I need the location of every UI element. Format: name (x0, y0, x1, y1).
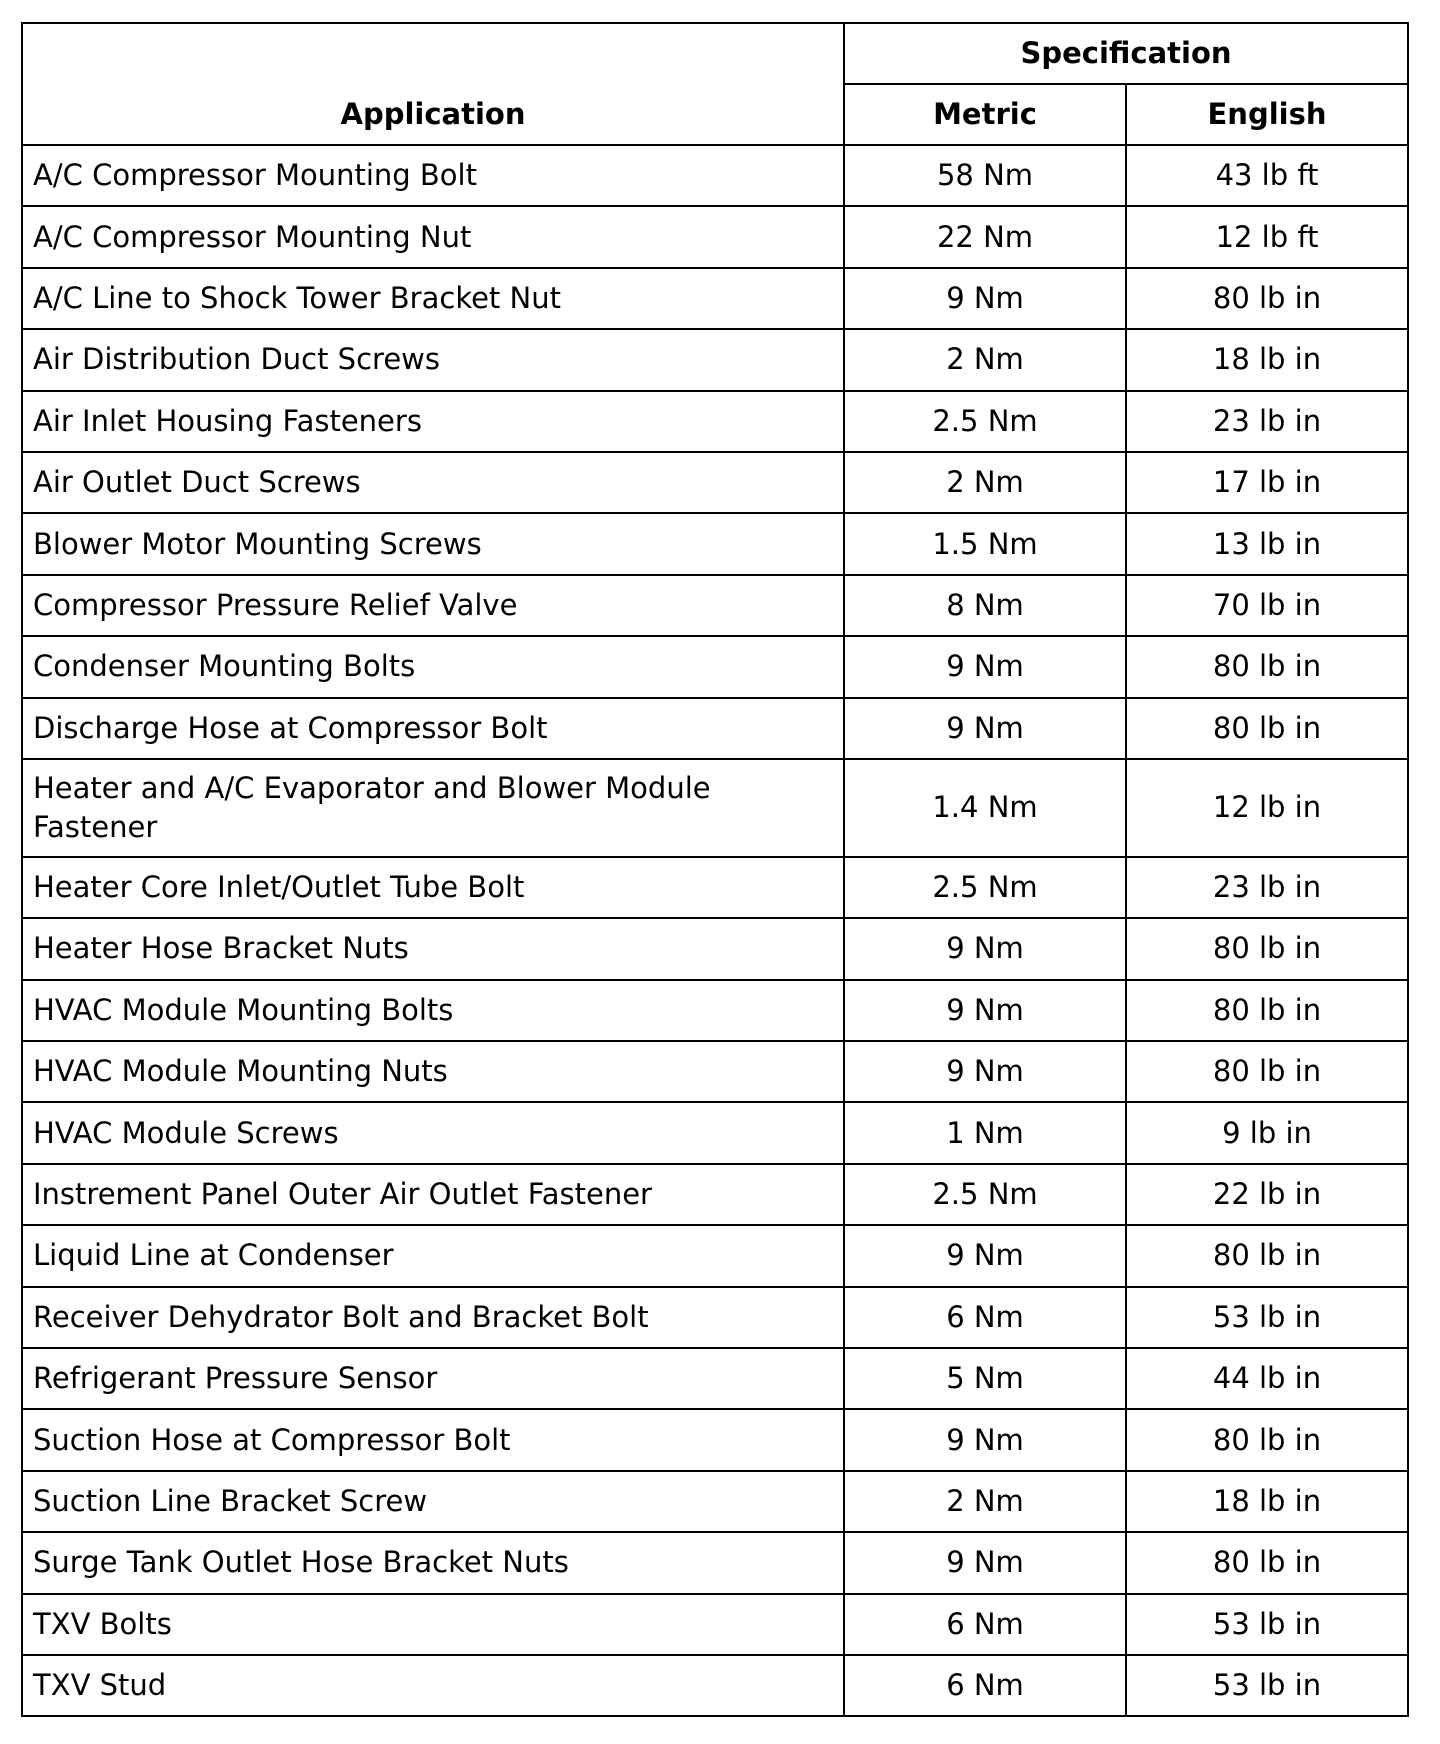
application-cell: Instrement Panel Outer Air Outlet Fastener (22, 1164, 844, 1225)
table-row (22, 1655, 1408, 1716)
application-cell: Suction Line Bracket Screw (22, 1471, 844, 1532)
metric-value-cell: 9 Nm (844, 980, 1126, 1041)
metric-value-cell: 6 Nm (844, 1655, 1126, 1716)
metric-value-cell: 5 Nm (844, 1348, 1126, 1409)
metric-value-cell: 6 Nm (844, 1594, 1126, 1655)
metric-value-cell: 2 Nm (844, 1471, 1126, 1532)
application-cell: Liquid Line at Condenser (22, 1225, 844, 1286)
english-value-cell: 70 lb in (1126, 575, 1408, 636)
metric-value-cell: 1 Nm (844, 1102, 1126, 1163)
application-cell: HVAC Module Screws (22, 1102, 844, 1163)
table-row (22, 980, 1408, 1041)
metric-value-cell: 9 Nm (844, 698, 1126, 759)
metric-value-cell: 9 Nm (844, 636, 1126, 697)
table-row (22, 857, 1408, 918)
english-value-cell: 44 lb in (1126, 1348, 1408, 1409)
specification-group-header: Specification (844, 23, 1408, 84)
metric-value-cell: 2.5 Nm (844, 1164, 1126, 1225)
table-row (22, 698, 1408, 759)
english-value-cell: 53 lb in (1126, 1655, 1408, 1716)
english-value-cell: 80 lb in (1126, 636, 1408, 697)
application-cell: A/C Compressor Mounting Nut (22, 206, 844, 267)
english-value-cell: 12 lb ft (1126, 206, 1408, 267)
application-column-header: Application (22, 23, 844, 145)
application-cell: Condenser Mounting Bolts (22, 636, 844, 697)
torque-spec-table (21, 22, 1409, 1717)
english-value-cell: 12 lb in (1126, 759, 1408, 857)
application-cell: TXV Bolts (22, 1594, 844, 1655)
application-cell: Air Inlet Housing Fasteners (22, 391, 844, 452)
application-cell: A/C Compressor Mounting Bolt (22, 145, 844, 206)
application-cell: Refrigerant Pressure Sensor (22, 1348, 844, 1409)
table-row (22, 1594, 1408, 1655)
english-value-cell: 80 lb in (1126, 1532, 1408, 1593)
english-value-cell: 80 lb in (1126, 918, 1408, 979)
table-row (22, 575, 1408, 636)
table-header (22, 23, 1408, 145)
metric-value-cell: 2.5 Nm (844, 857, 1126, 918)
application-cell: Receiver Dehydrator Bolt and Bracket Bolt (22, 1287, 844, 1348)
metric-value-cell: 2 Nm (844, 452, 1126, 513)
application-cell: Blower Motor Mounting Screws (22, 513, 844, 574)
application-cell: Suction Hose at Compressor Bolt (22, 1409, 844, 1470)
table-row (22, 268, 1408, 329)
english-value-cell: 80 lb in (1126, 268, 1408, 329)
table-row (22, 918, 1408, 979)
application-cell: Heater and A/C Evaporator and Blower Module Fastener (22, 759, 844, 857)
english-value-cell: 23 lb in (1126, 391, 1408, 452)
metric-value-cell: 9 Nm (844, 1532, 1126, 1593)
english-value-cell: 80 lb in (1126, 1409, 1408, 1470)
table-row (22, 513, 1408, 574)
metric-value-cell: 9 Nm (844, 1041, 1126, 1102)
english-value-cell: 80 lb in (1126, 698, 1408, 759)
table-row (22, 1164, 1408, 1225)
application-cell: HVAC Module Mounting Nuts (22, 1041, 844, 1102)
english-value-cell: 80 lb in (1126, 1041, 1408, 1102)
english-column-header: English (1126, 84, 1408, 145)
metric-value-cell: 22 Nm (844, 206, 1126, 267)
english-value-cell: 17 lb in (1126, 452, 1408, 513)
table-row (22, 1409, 1408, 1470)
english-value-cell: 13 lb in (1126, 513, 1408, 574)
application-cell: A/C Line to Shock Tower Bracket Nut (22, 268, 844, 329)
application-cell: Air Distribution Duct Screws (22, 329, 844, 390)
english-value-cell: 43 lb ft (1126, 145, 1408, 206)
metric-value-cell: 58 Nm (844, 145, 1126, 206)
table-row (22, 1041, 1408, 1102)
table-row (22, 391, 1408, 452)
table-row (22, 1532, 1408, 1593)
metric-value-cell: 8 Nm (844, 575, 1126, 636)
application-cell: Heater Hose Bracket Nuts (22, 918, 844, 979)
english-value-cell: 18 lb in (1126, 1471, 1408, 1532)
application-cell: Discharge Hose at Compressor Bolt (22, 698, 844, 759)
metric-column-header: Metric (844, 84, 1126, 145)
table-row (22, 1287, 1408, 1348)
table-row (22, 145, 1408, 206)
metric-value-cell: 2.5 Nm (844, 391, 1126, 452)
metric-value-cell: 9 Nm (844, 1409, 1126, 1470)
application-cell: HVAC Module Mounting Bolts (22, 980, 844, 1041)
table-body (22, 145, 1408, 1716)
table-row (22, 1348, 1408, 1409)
english-value-cell: 80 lb in (1126, 1225, 1408, 1286)
metric-value-cell: 6 Nm (844, 1287, 1126, 1348)
english-value-cell: 22 lb in (1126, 1164, 1408, 1225)
table-row (22, 636, 1408, 697)
metric-value-cell: 1.4 Nm (844, 759, 1126, 857)
table-row (22, 1471, 1408, 1532)
english-value-cell: 53 lb in (1126, 1287, 1408, 1348)
english-value-cell: 18 lb in (1126, 329, 1408, 390)
table-row (22, 1102, 1408, 1163)
metric-value-cell: 9 Nm (844, 1225, 1126, 1286)
application-cell: Surge Tank Outlet Hose Bracket Nuts (22, 1532, 844, 1593)
english-value-cell: 53 lb in (1126, 1594, 1408, 1655)
metric-value-cell: 1.5 Nm (844, 513, 1126, 574)
application-cell: Air Outlet Duct Screws (22, 452, 844, 513)
application-cell: Heater Core Inlet/Outlet Tube Bolt (22, 857, 844, 918)
english-value-cell: 80 lb in (1126, 980, 1408, 1041)
english-value-cell: 9 lb in (1126, 1102, 1408, 1163)
table-row (22, 759, 1408, 857)
metric-value-cell: 9 Nm (844, 268, 1126, 329)
english-value-cell: 23 lb in (1126, 857, 1408, 918)
metric-value-cell: 2 Nm (844, 329, 1126, 390)
table-row (22, 452, 1408, 513)
table-row (22, 1225, 1408, 1286)
metric-value-cell: 9 Nm (844, 918, 1126, 979)
application-cell: Compressor Pressure Relief Valve (22, 575, 844, 636)
table-row (22, 206, 1408, 267)
application-cell: TXV Stud (22, 1655, 844, 1716)
table-row (22, 329, 1408, 390)
